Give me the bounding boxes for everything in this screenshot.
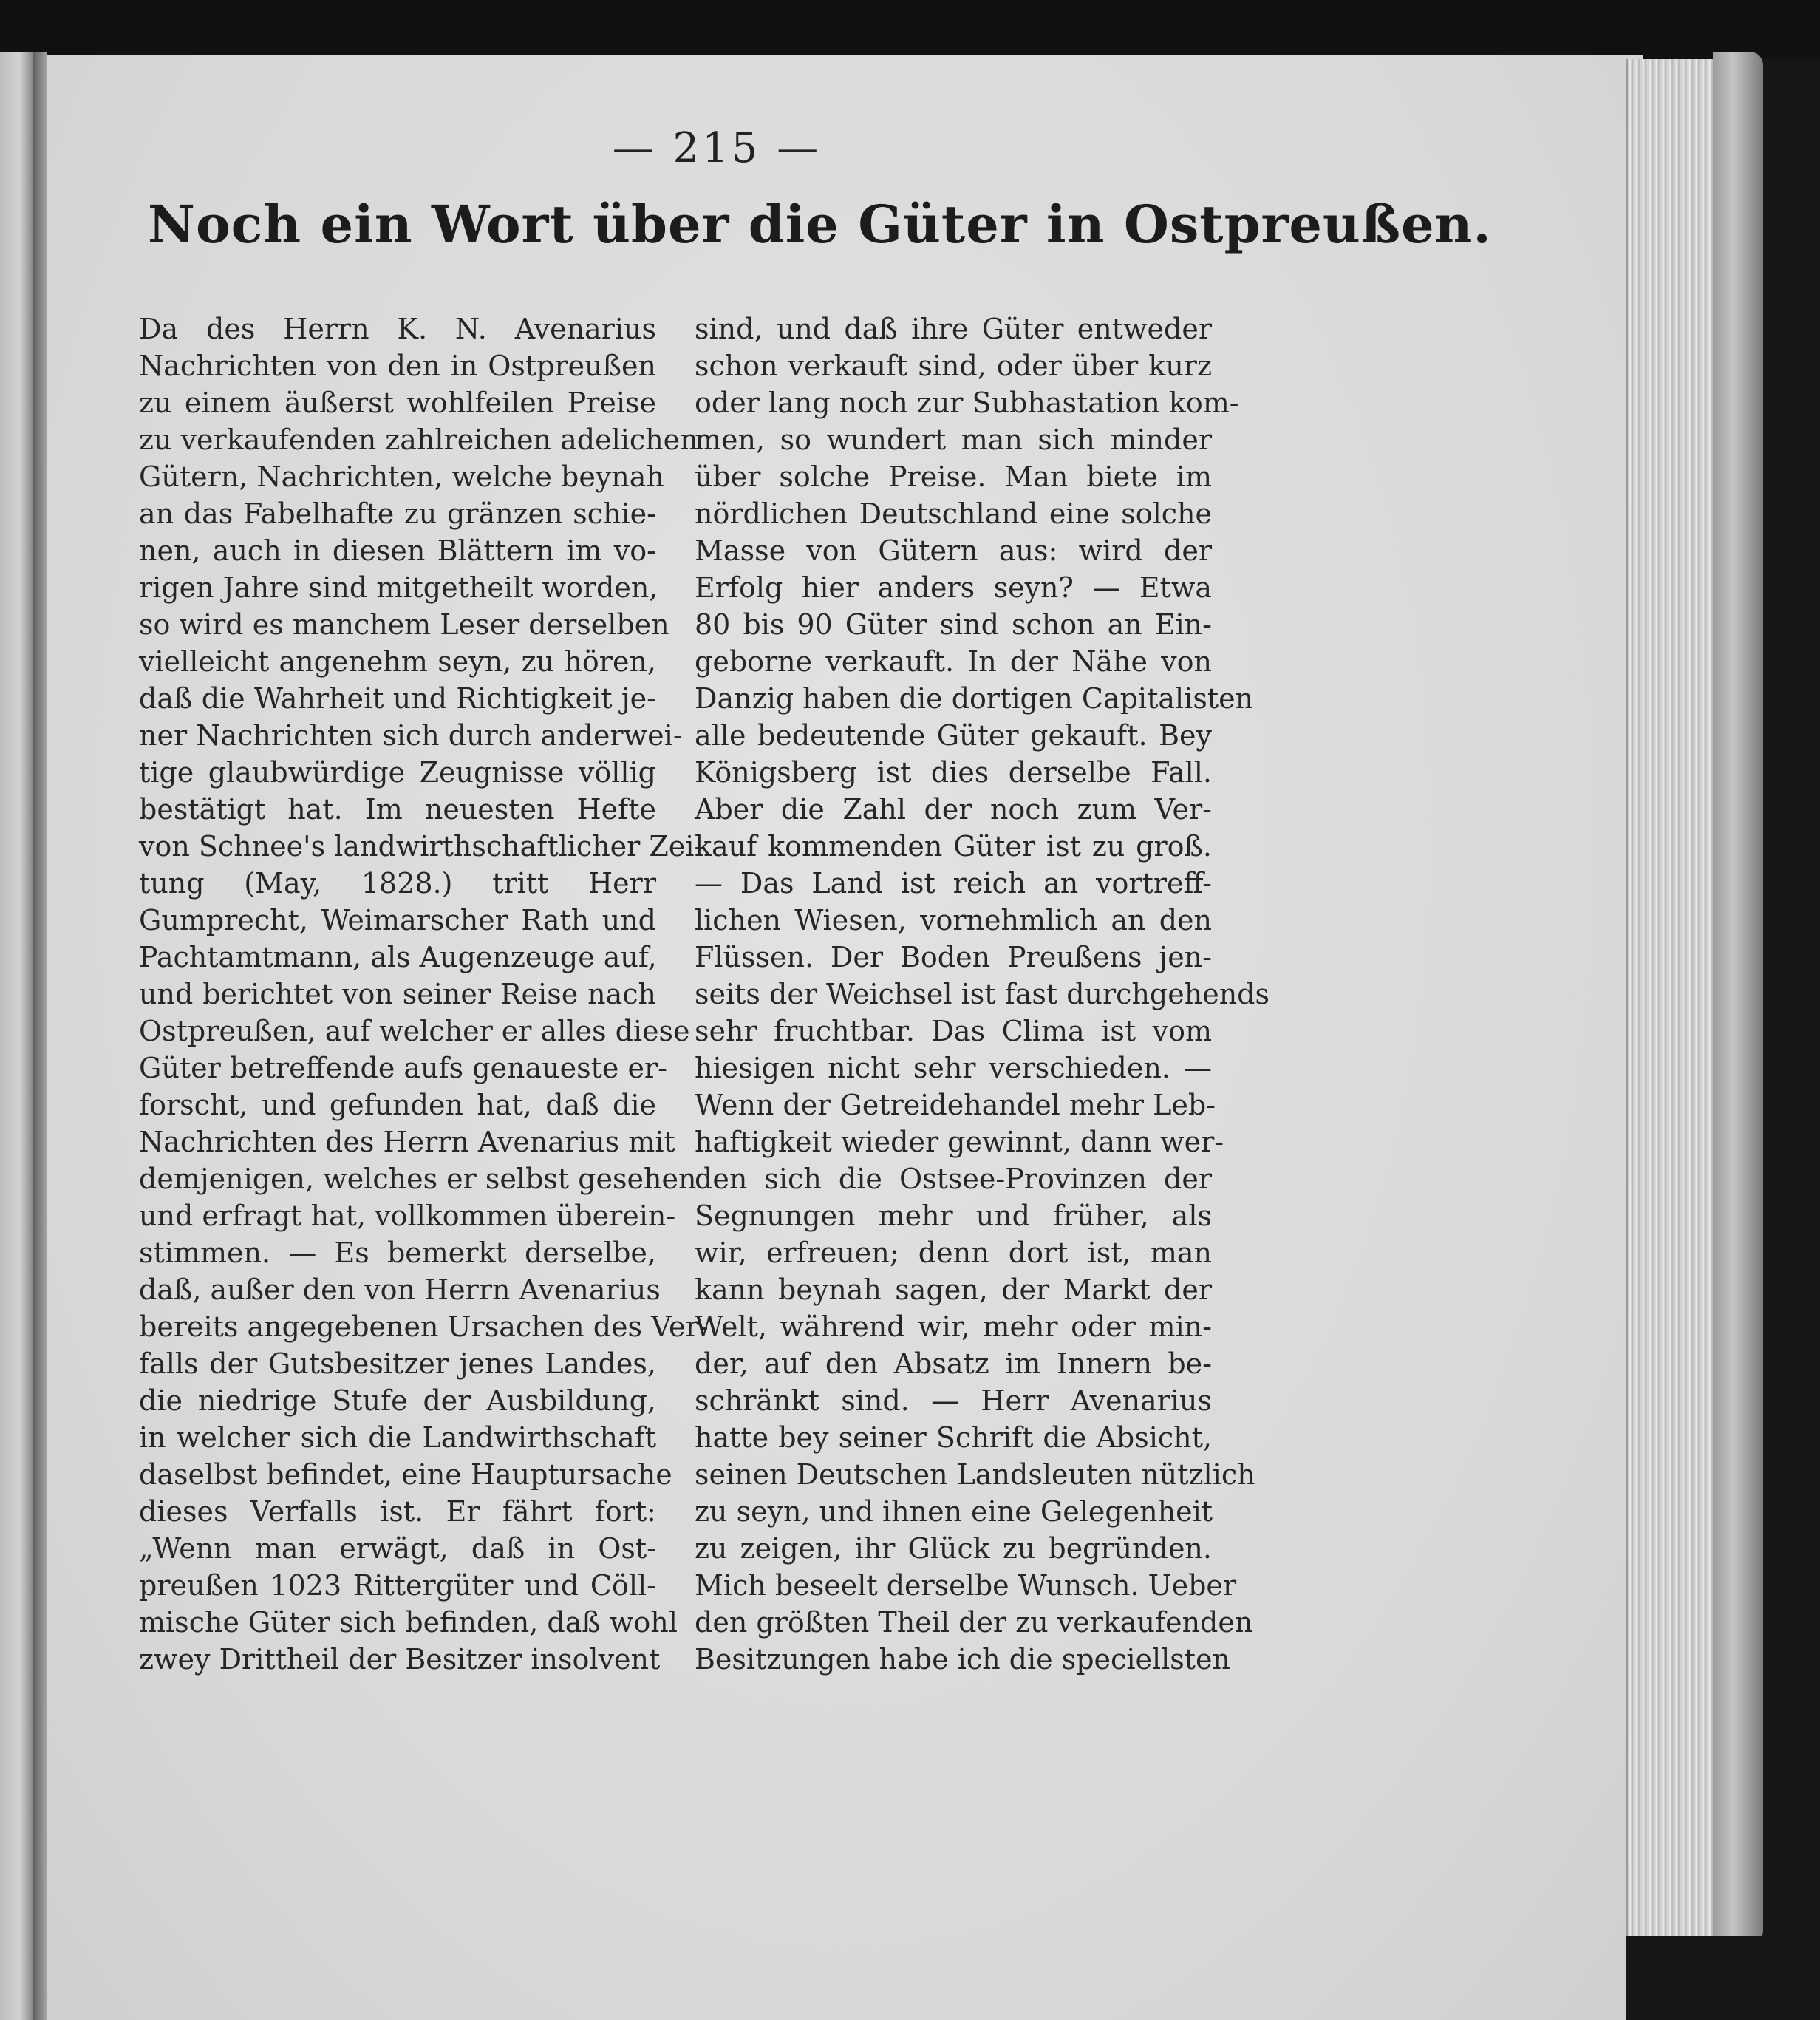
article-title: Noch ein Wort über die Güter in Ostpreußen.: [148, 194, 1492, 255]
text-line: alle bedeutende Güter gekauft. Bey: [695, 719, 1212, 752]
text-line: rigen Jahre sind mitgetheilt worden,: [139, 571, 658, 604]
page-stack-edge: [1626, 59, 1724, 1951]
text-line: 80 bis 90 Güter sind schon an Ein-: [695, 608, 1212, 641]
text-line: mische Güter sich befinden, daß wohl: [139, 1606, 678, 1639]
text-line: zu zeigen, ihr Glück zu begründen.: [695, 1532, 1212, 1565]
text-line: Da des Herrn K. N. Avenarius: [139, 313, 656, 345]
text-line: Danzig haben die dortigen Capitalisten: [695, 682, 1254, 715]
text-line: dieses Verfalls ist. Er fährt fort:: [139, 1495, 656, 1528]
text-line: Nachrichten des Herrn Avenarius mit: [139, 1126, 675, 1158]
book-cover-edge: [1713, 52, 1763, 1944]
text-line: Aber die Zahl der noch zum Ver-: [695, 793, 1212, 826]
text-line: Welt, während wir, mehr oder min-: [695, 1310, 1212, 1343]
text-line: daß die Wahrheit und Richtigkeit je-: [139, 682, 656, 715]
text-line: die niedrige Stufe der Ausbildung,: [139, 1384, 656, 1417]
text-line: Güter betreffende aufs genaueste er-: [139, 1052, 667, 1084]
text-line: Ostpreußen, auf welcher er alles diese: [139, 1015, 690, 1047]
text-line: von Schnee's landwirthschaftlicher Zei-: [139, 830, 704, 863]
text-line: Gütern, Nachrichten, welche beynah: [139, 460, 664, 493]
text-line: preußen 1023 Rittergüter und Cöll-: [139, 1569, 656, 1602]
text-line: den größten Theil der zu verkaufenden: [695, 1606, 1253, 1639]
text-line: Wenn der Getreidehandel mehr Leb-: [695, 1089, 1216, 1121]
text-line: ner Nachrichten sich durch anderwei-: [139, 719, 683, 752]
text-line: sehr fruchtbar. Das Clima ist vom: [695, 1015, 1212, 1047]
scanner-background: [0, 0, 1820, 59]
text-line: Segnungen mehr und früher, als: [695, 1200, 1212, 1232]
text-column-left: [139, 310, 709, 1678]
text-line: oder lang noch zur Subhastation kom-: [695, 387, 1239, 419]
text-line: men, so wundert man sich minder: [695, 424, 1212, 456]
text-line: Pachtamtmann, als Augenzeuge auf,: [139, 941, 657, 973]
text-line: Nachrichten von den in Ostpreußen: [139, 350, 656, 382]
scanner-background-bottom: [1626, 1936, 1766, 2020]
book-gutter: [33, 52, 47, 2020]
text-line: vielleicht angenehm seyn, zu hören,: [139, 645, 656, 678]
text-line: Masse von Gütern aus: wird der: [695, 534, 1212, 567]
text-line: bereits angegebenen Ursachen des Ver-: [139, 1310, 709, 1343]
text-line: der, auf den Absatz im Innern be-: [695, 1347, 1212, 1380]
text-line: seinen Deutschen Landsleuten nützlich: [695, 1458, 1255, 1491]
text-line: Gumprecht, Weimarscher Rath und: [139, 904, 656, 936]
text-line: kauf kommenden Güter ist zu groß.: [695, 830, 1212, 863]
text-line: kann beynah sagen, der Markt der: [695, 1273, 1212, 1306]
text-line: zu einem äußerst wohlfeilen Preise: [139, 387, 656, 419]
facing-page-edge: [0, 52, 33, 2020]
text-line: in welcher sich die Landwirthschaft: [139, 1421, 656, 1454]
text-line: hatte bey seiner Schrift die Absicht,: [695, 1421, 1212, 1454]
text-line: daß, außer den von Herrn Avenarius: [139, 1273, 661, 1306]
text-line: Erfolg hier anders seyn? — Etwa: [695, 571, 1212, 604]
text-line: lichen Wiesen, vornehmlich an den: [695, 904, 1212, 936]
text-line: und erfragt hat, vollkommen überein-: [139, 1200, 676, 1232]
text-line: wir, erfreuen; denn dort ist, man: [695, 1237, 1212, 1269]
text-line: Flüssen. Der Boden Preußens jen-: [695, 941, 1212, 973]
text-line: demjenigen, welches er selbst gesehen: [139, 1163, 697, 1195]
text-line: hiesigen nicht sehr verschieden. —: [695, 1052, 1212, 1084]
text-line: so wird es manchem Leser derselben: [139, 608, 669, 641]
text-line: über solche Preise. Man biete im: [695, 460, 1212, 493]
text-line: — Das Land ist reich an vortreff-: [695, 867, 1212, 900]
text-line: nen, auch in diesen Blättern im vo-: [139, 534, 656, 567]
text-line: an das Fabelhafte zu gränzen schie-: [139, 497, 656, 530]
text-line: „Wenn man erwägt, daß in Ost-: [139, 1532, 656, 1565]
page-number: — 215 —: [612, 124, 822, 172]
text-line: geborne verkauft. In der Nähe von: [695, 645, 1212, 678]
text-line: schon verkauft sind, oder über kurz: [695, 350, 1212, 382]
text-line: Königsberg ist dies derselbe Fall.: [695, 756, 1212, 789]
text-line: zu verkaufenden zahlreichen adelichen: [139, 424, 698, 456]
text-line: forscht, und gefunden hat, daß die: [139, 1089, 656, 1121]
text-line: den sich die Ostsee-Provinzen der: [695, 1163, 1212, 1195]
text-line: seits der Weichsel ist fast durchgehends: [695, 978, 1269, 1010]
text-line: haftigkeit wieder gewinnt, dann wer-: [695, 1126, 1224, 1158]
text-line: sind, und daß ihre Güter entweder: [695, 313, 1212, 345]
text-line: Besitzungen habe ich die speciellsten: [695, 1643, 1231, 1676]
text-line: und berichtet von seiner Reise nach: [139, 978, 656, 1010]
text-column-right: [695, 310, 1269, 1678]
text-line: stimmen. — Es bemerkt derselbe,: [139, 1237, 656, 1269]
text-line: tige glaubwürdige Zeugnisse völlig: [139, 756, 656, 789]
text-line: tung (May, 1828.) tritt Herr: [139, 867, 656, 900]
text-line: daselbst befindet, eine Hauptursache: [139, 1458, 672, 1491]
text-line: nördlichen Deutschland eine solche: [695, 497, 1212, 530]
text-line: bestätigt hat. Im neuesten Hefte: [139, 793, 656, 826]
text-line: zu seyn, und ihnen eine Gelegenheit: [695, 1495, 1213, 1528]
text-line: zwey Drittheil der Besitzer insolvent: [139, 1643, 661, 1676]
text-line: schränkt sind. — Herr Avenarius: [695, 1384, 1212, 1417]
text-line: falls der Gutsbesitzer jenes Landes,: [139, 1347, 656, 1380]
text-line: Mich beseelt derselbe Wunsch. Ueber: [695, 1569, 1237, 1602]
